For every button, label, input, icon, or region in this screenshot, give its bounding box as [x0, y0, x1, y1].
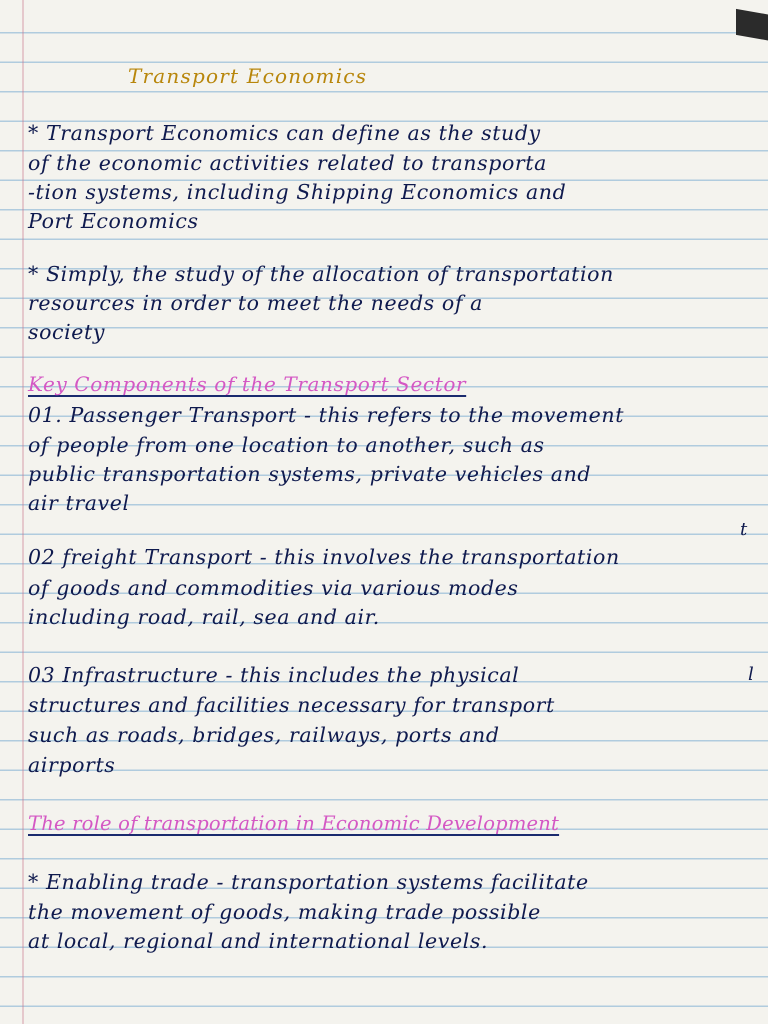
infrastructure-line-1: 03 Infrastructure - this includes the physical — [28, 663, 520, 687]
key-components-heading: Key Components of the Transport Sector — [28, 372, 467, 396]
intro-line-3: -tion systems, including Shipping Economics and — [28, 180, 567, 204]
infrastructure-line-3: such as roads, bridges, railways, ports and — [28, 723, 500, 747]
freight-line-2: of goods and commodities via various modes — [28, 576, 519, 600]
page-title: Transport Economics — [128, 64, 368, 88]
intro-line-2: of the economic activities related to transporta — [28, 151, 547, 175]
trade-line-3: at local, regional and international levels. — [28, 929, 489, 953]
freight-line-3: including road, rail, sea and air. — [28, 605, 380, 629]
intro-line-1: * Transport Economics can define as the study — [28, 121, 541, 145]
trade-line-1: * Enabling trade - transportation systems facilitate — [28, 870, 589, 894]
margin-line — [22, 0, 24, 1024]
passenger-line-1: 01. Passenger Transport - this refers to the movement — [28, 403, 625, 427]
simply-line-3: society — [28, 320, 106, 344]
infrastructure-line-2: structures and facilities necessary for transport — [28, 693, 555, 717]
passenger-line-3: public transportation systems, private vehicles and — [28, 462, 592, 486]
simply-line-1: * Simply, the study of the allocation of transportation — [28, 262, 614, 286]
passenger-line-4: air travel — [28, 491, 130, 515]
intro-line-4: Port Economics — [28, 209, 199, 233]
margin-mark-t: t — [740, 519, 748, 540]
binder-tab — [736, 9, 768, 41]
passenger-line-2: of people from one location to another, such as — [28, 433, 545, 457]
trade-line-2: the movement of goods, making trade possible — [28, 900, 541, 924]
freight-line-1: 02 freight Transport - this involves the transportation — [28, 545, 620, 569]
role-heading: The role of transportation in Economic Development — [28, 812, 560, 835]
simply-line-2: resources in order to meet the needs of a — [28, 291, 483, 315]
margin-mark-l: l — [748, 664, 754, 685]
infrastructure-line-4: airports — [28, 753, 116, 777]
